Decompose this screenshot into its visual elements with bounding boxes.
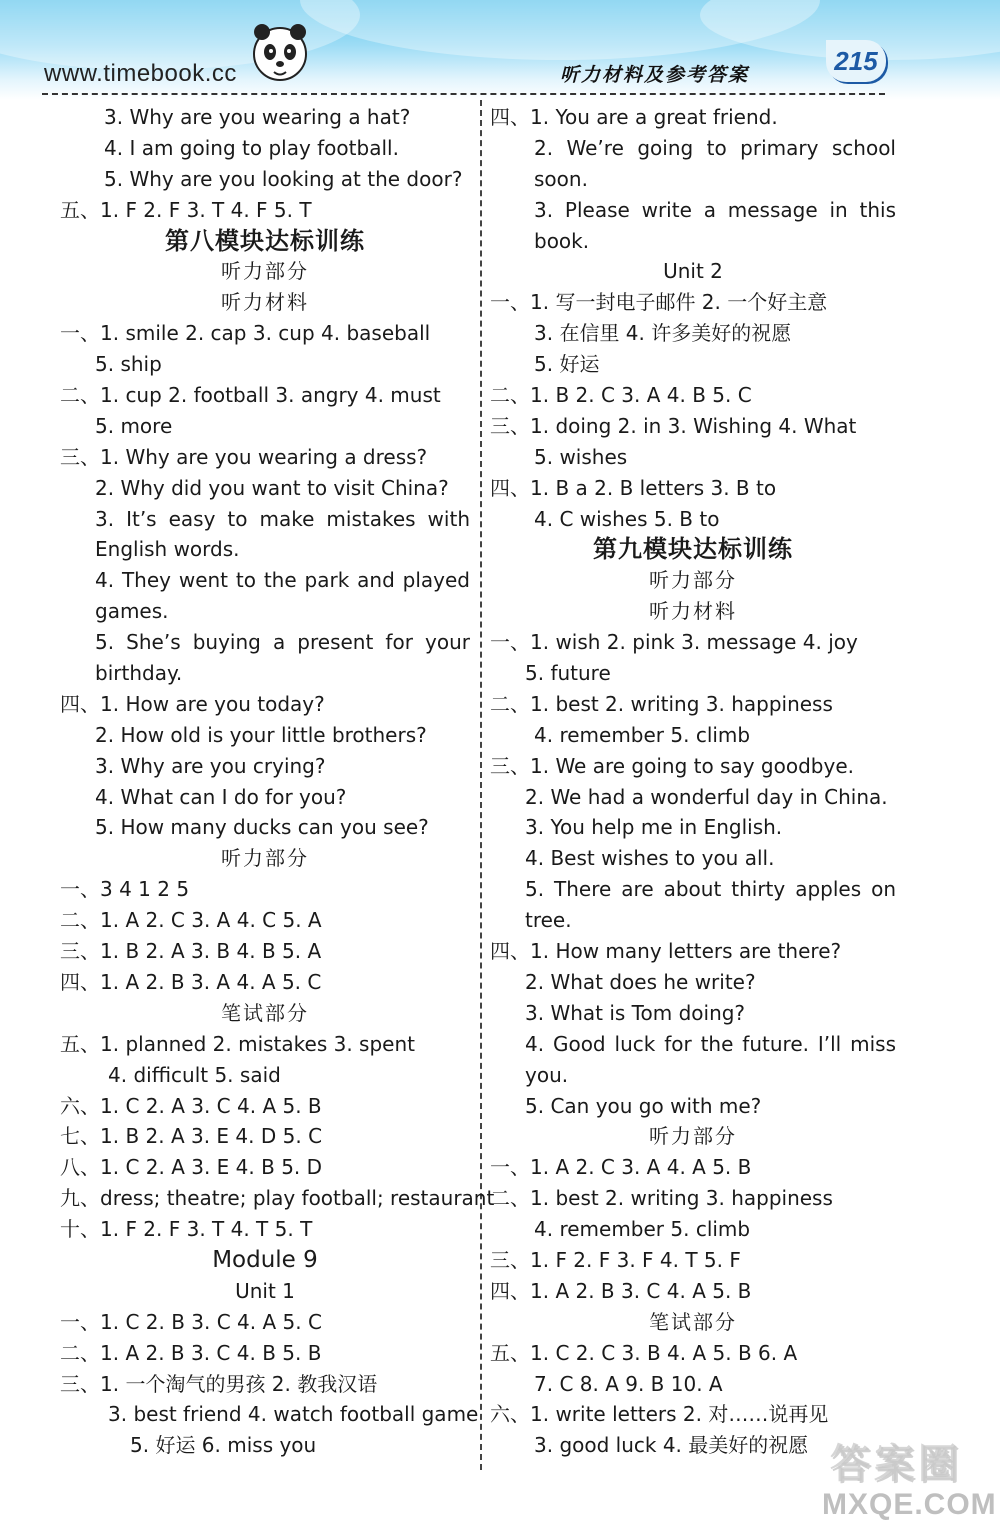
answer-line: 2. What does he write? [525,969,756,994]
answer-line: 5. How many ducks can you see? [95,815,429,840]
answer-line: 4. remember 5. climb [534,722,751,747]
section-heading: 听力部分 [221,259,309,284]
section-heading: 笔试部分 [221,1000,309,1025]
answer-line: 八、1. C 2. A 3. E 4. B 5. D [60,1155,323,1180]
answer-line: games. [95,599,169,624]
section-heading: Unit 2 [663,259,723,284]
answer-line: 4. Best wishes to you all. [525,846,775,871]
answer-line: 五、1. planned 2. mistakes 3. spent [60,1031,415,1056]
answer-line: 一、1. smile 2. cap 3. cup 4. baseball [60,321,431,346]
section-heading: Unit 1 [235,1278,295,1303]
answer-line: you. [525,1062,569,1087]
section-heading: 听力材料 [221,290,309,315]
answer-line: 三、1. Why are you wearing a dress? [60,444,428,469]
section-heading: 第九模块达标训练 [593,535,793,564]
answer-line: 4. They went to the park and played [95,568,470,593]
answer-line: 一、1. A 2. C 3. A 4. A 5. B [490,1155,752,1180]
answer-line: soon. [534,166,588,191]
section-heading: 听力部分 [649,1124,737,1149]
answer-line: 5. ship [95,352,162,377]
header-rule [42,93,885,95]
answer-line: 三、1. F 2. F 3. F 4. T 5. F [490,1247,741,1272]
panda-mascot-icon [248,20,312,86]
answer-line: 一、1. 写一封电子邮件 2. 一个好主意 [490,290,828,315]
answer-line: 五、1. C 2. C 3. B 4. A 5. B 6. A [490,1340,798,1365]
answer-line: 二、1. A 2. C 3. A 4. C 5. A [60,908,322,933]
section-heading: Module 9 [212,1246,318,1273]
section-heading: 听力部分 [221,846,309,871]
answer-line: 3. 在信里 4. 许多美好的祝愿 [534,321,792,346]
answer-line: 2. We’re going to primary school [534,135,896,160]
header-title: 听力材料及参考答案 [560,64,750,86]
answer-line: 3. Why are you crying? [95,753,326,778]
answer-line: 5. There are about thirty apples on [525,877,896,902]
section-heading: 笔试部分 [649,1309,737,1334]
answer-line: 二、1. B 2. C 3. A 4. B 5. C [490,383,752,408]
answer-line: 四、1. You are a great friend. [490,105,778,129]
answer-line: 三、1. We are going to say goodbye. [490,753,854,778]
section-heading: 听力材料 [649,599,737,624]
answer-line: 5. 好运 6. miss you [130,1433,317,1458]
answer-line: 5. future [525,661,611,686]
watermark [810,1430,1000,1530]
answer-line: 5. more [95,413,173,438]
answer-line: 4. difficult 5. said [108,1062,281,1087]
answer-line: 一、1. C 2. B 3. C 4. A 5. C [60,1309,322,1334]
answer-line: 七、1. B 2. A 3. E 4. D 5. C [60,1124,323,1149]
answer-line: 六、1. write letters 2. 对……说再见 [490,1402,829,1427]
answer-line: 2. Why did you want to visit China? [95,475,449,500]
answer-line: 一、1. wish 2. pink 3. message 4. joy [490,630,858,655]
answer-line: birthday. [95,661,183,686]
answer-line: 二、1. A 2. B 3. C 4. B 5. B [60,1340,322,1365]
answer-line: 5. 好运 [534,352,600,377]
answer-line: 十、1. F 2. F 3. T 4. T 5. T [60,1217,313,1242]
answer-line: 2. How old is your little brothers? [95,722,427,747]
answer-line: 4. What can I do for you? [95,784,347,809]
answer-line: 三、1. doing 2. in 3. Wishing 4. What [490,413,857,438]
answer-line: 四、1. How are you today? [60,691,325,716]
answer-line: 5. Why are you looking at the door? [104,166,463,191]
answer-line: 3. best friend 4. watch football game [108,1402,479,1427]
answer-line: English words. [95,537,240,562]
answer-line: 3. Please write a message in this [534,197,896,222]
answer-line: 5. She’s buying a present for your [95,630,470,655]
answer-line: 5. Can you go with me? [525,1093,762,1118]
answer-line: 4. C wishes 5. B to [534,506,720,531]
left-column [60,102,495,1461]
section-heading: 听力部分 [649,568,737,593]
answer-line: 五、1. F 2. F 3. T 4. F 5. T [60,197,312,222]
answer-line: 5. wishes [534,444,628,469]
page-number: 215 [826,40,886,82]
answer-line: 3. good luck 4. 最美好的祝愿 [534,1433,809,1458]
answer-line: 4. remember 5. climb [534,1217,751,1242]
answer-line: 二、1. best 2. writing 3. happiness [490,1186,833,1211]
answer-line: 4. I am going to play football. [104,135,399,160]
answer-line: 3. It’s easy to make mistakes with [95,506,470,531]
answer-line: 2. We had a wonderful day in China. [525,784,888,809]
answer-line: 四、1. A 2. B 3. A 4. A 5. C [60,969,322,994]
answer-line: 四、1. B a 2. B letters 3. B to [490,475,777,500]
section-heading: 第八模块达标训练 [165,226,365,255]
answer-line: 3. Why are you wearing a hat? [104,105,411,129]
answer-line: 一、3 4 1 2 5 [60,877,190,902]
site-url: www.timebook.cc [44,60,237,87]
answer-line: 四、1. How many letters are there? [490,939,842,964]
answer-line: 三、1. 一个淘气的男孩 2. 教我汉语 [60,1371,378,1396]
answer-line: book. [534,228,590,253]
right-column [490,102,896,1461]
answer-line: 二、1. cup 2. football 3. angry 4. must [60,383,441,408]
column-divider [480,100,482,1470]
answer-line: 四、1. A 2. B 3. C 4. A 5. B [490,1278,752,1303]
answer-line: 二、1. best 2. writing 3. happiness [490,691,833,716]
answer-line: tree. [525,908,572,933]
watermark-logo-text: 答案圈 [830,1441,962,1487]
answer-line: 六、1. C 2. A 3. C 4. A 5. B [60,1093,322,1118]
answer-line: 3. You help me in English. [525,815,783,840]
answer-line: 7. C 8. A 9. B 10. A [534,1371,723,1396]
answer-line: 4. Good luck for the future. I’ll miss [525,1031,896,1056]
answer-line: 三、1. B 2. A 3. B 4. B 5. A [60,939,322,964]
answer-line: 九、dress; theatre; play football; restaurant [60,1186,495,1211]
watermark-domain: MXQE.COM [822,1488,997,1521]
answer-line: 3. What is Tom doing? [525,1000,746,1025]
